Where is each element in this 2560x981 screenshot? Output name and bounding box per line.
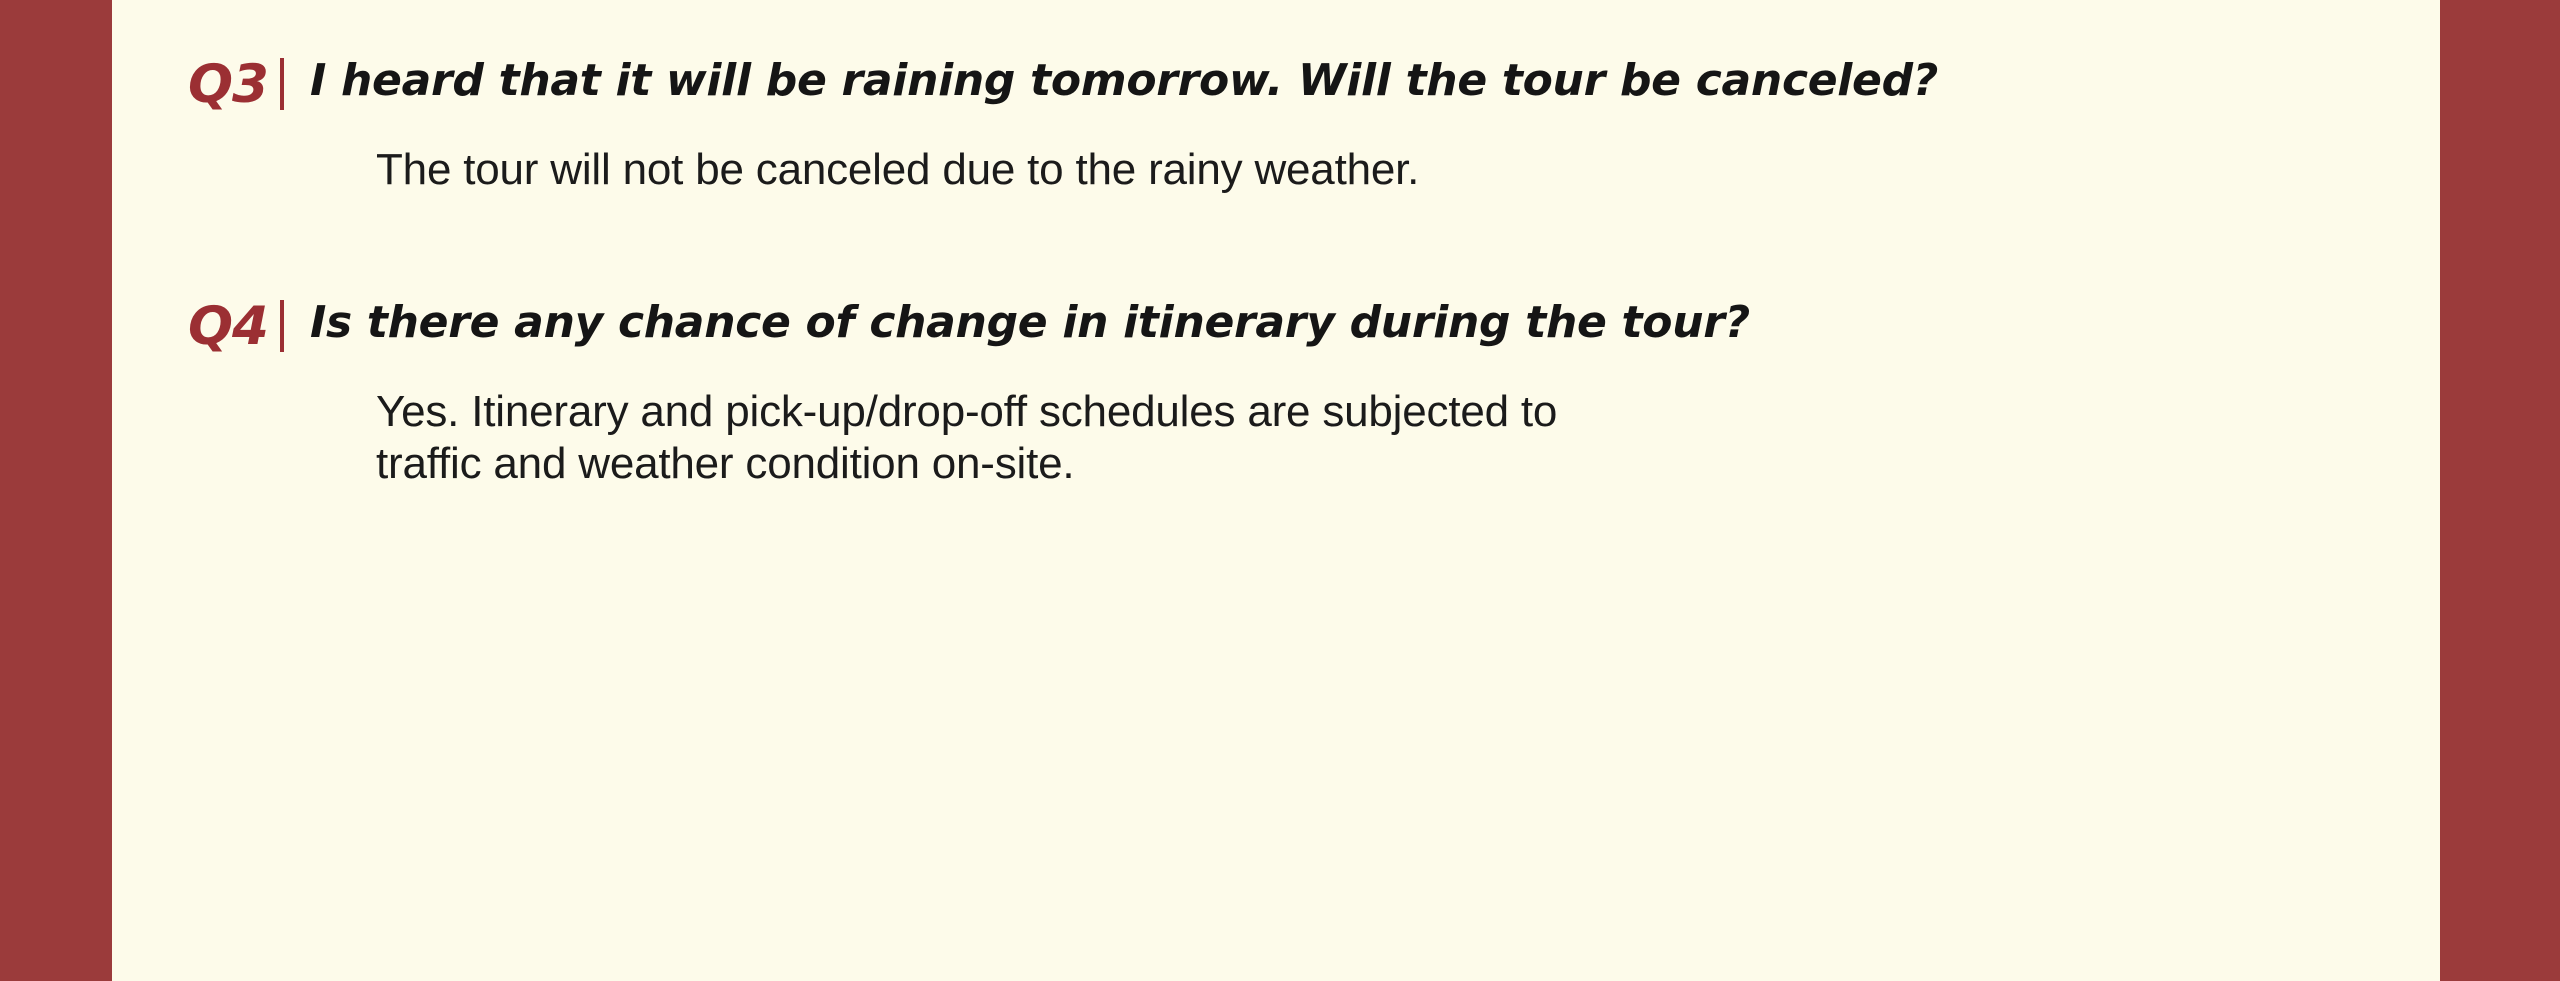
faq-item	[188, 52, 2388, 196]
question-line: Will the tour be canceled?	[1297, 55, 1939, 106]
faq-list	[188, 52, 2388, 490]
right-accent-band	[2440, 0, 2560, 981]
left-accent-band	[0, 0, 112, 981]
question-line: I heard that it will be raining tomorrow.	[309, 55, 1283, 106]
answer-text	[188, 144, 2388, 196]
answer-line: The tour will not be canceled due to the rainy weather.	[376, 145, 1420, 194]
answer-line: traffic and weather condition on-site.	[376, 439, 1075, 488]
content-sheet	[112, 0, 2440, 981]
question-text	[284, 294, 2388, 351]
question-text	[284, 52, 2388, 109]
question-line: Is there any chance of change in itinerary during the tour?	[309, 297, 1750, 348]
question-row	[188, 294, 2388, 358]
question-label: Q4	[188, 296, 268, 357]
question-row	[188, 52, 2388, 116]
faq-item	[188, 294, 2388, 490]
answer-text	[188, 386, 2388, 490]
answer-line: Yes. Itinerary and pick-up/drop-off schedules are subjected to	[376, 387, 1558, 436]
question-label: Q3	[188, 54, 268, 115]
